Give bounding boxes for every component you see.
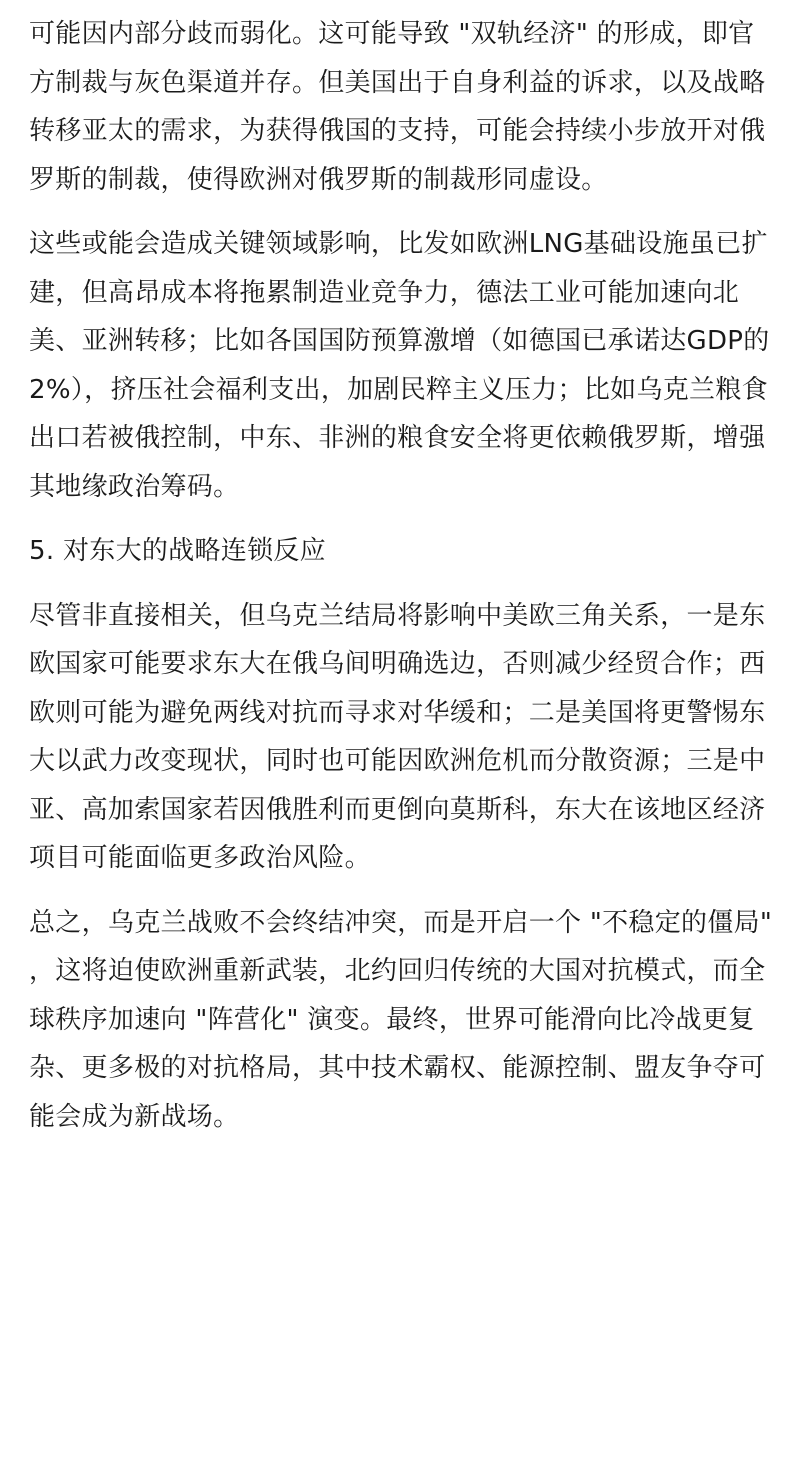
paragraph-key-sector-impact: 这些或能会造成关键领域影响，比发如欧洲LNG基础设施虽已扩建，但高昂成本将拖累制造业竞争力，德法工业可能加速向北美、亚洲转移；比如各国国防预算激增（如德国已承诺达GDP的2%），挤压社会福利支出，加剧民粹主义压力；比如乌克兰粮食出口若被俄控制，中东、非洲的粮食安全将更依赖俄罗斯，增强其地缘政治筹码。 [29, 229, 770, 502]
section-heading-5: 5. 对东大的战略连锁反应 [29, 536, 326, 566]
paragraph-dual-track-economy: 可能因内部分歧而弱化。这可能导致 "双轨经济" 的形成，即官方制裁与灰色渠道并存。但美国出于自身利益的诉求，以及战略转移亚太的需求，为获得俄国的支持，可能会持续小步放开对俄罗斯的制裁，使得欧洲对俄罗斯的制裁形同虚设。 [29, 19, 766, 195]
article-body [29, 10, 774, 1157]
paragraph-triangle-relations: 尽管非直接相关，但乌克兰结局将影响中美欧三角关系，一是东欧国家可能要求东大在俄乌间明确选边，否则减少经贸合作；西欧则可能为避免两线对抗而寻求对华缓和；二是美国将更警惕东大以武力改变现状，同时也可能因欧洲危机而分散资源；三是中亚、高加索国家若因俄胜利而更倒向莫斯科，东大在该地区经济项目可能面临更多政治风险。 [29, 600, 766, 873]
paragraph-conclusion: 总之，乌克兰战败不会终结冲突，而是开启一个 "不稳定的僵局" ，这将迫使欧洲重新武装，北约回归传统的大国对抗模式，而全球秩序加速向 "阵营化" 演变。最终，世界可能滑向比冷战更复杂、更多极的对抗格局，其中技术霸权、能源控制、盟友争夺可能会成为新战场。 [29, 907, 773, 1132]
